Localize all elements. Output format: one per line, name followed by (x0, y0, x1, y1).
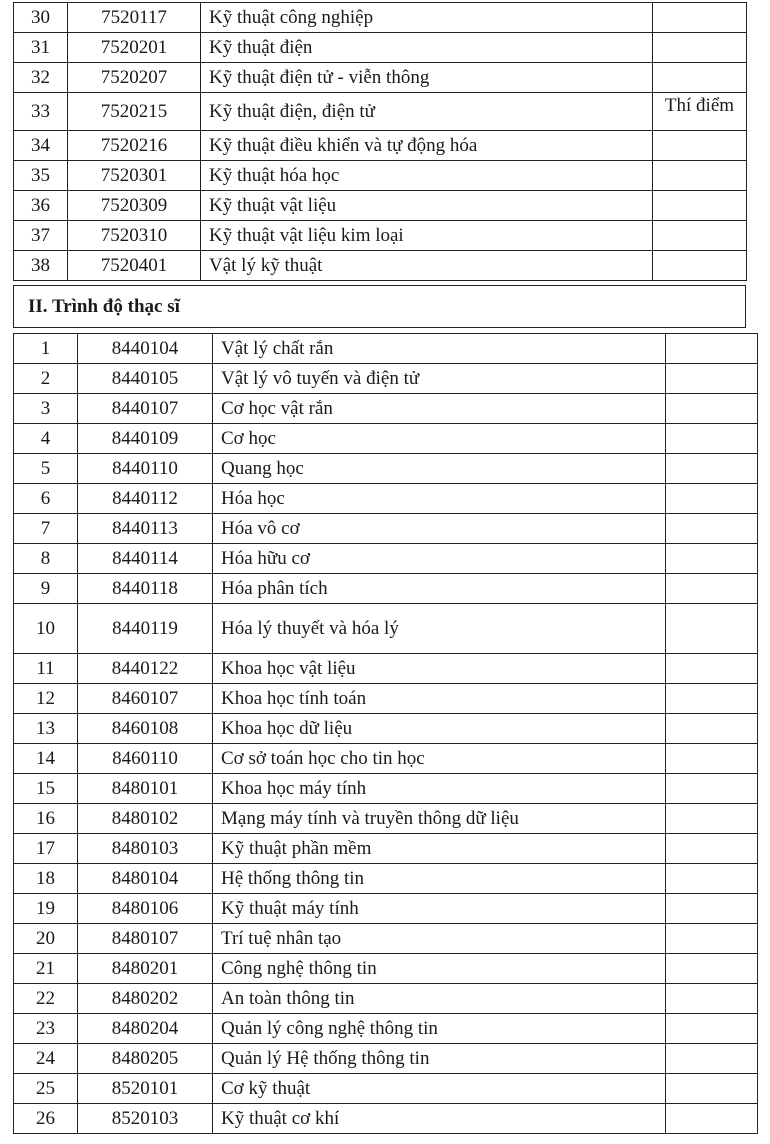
major-name: Khoa học vật liệu (213, 654, 666, 684)
note-cell (666, 834, 758, 864)
major-code: 8480106 (78, 894, 213, 924)
table-row (14, 774, 758, 804)
note-cell (666, 714, 758, 744)
major-name: Cơ kỹ thuật (213, 1074, 666, 1104)
major-name: Kỹ thuật điện, điện tử (201, 93, 653, 131)
major-code: 8480107 (78, 924, 213, 954)
major-code: 8520103 (78, 1104, 213, 1134)
major-code: 7520309 (68, 191, 201, 221)
note-cell (666, 514, 758, 544)
section-heading: II. Trình độ thạc sĩ (14, 286, 746, 328)
table-row (14, 684, 758, 714)
major-code: 7520301 (68, 161, 201, 191)
note-cell (666, 1014, 758, 1044)
row-number: 35 (14, 161, 68, 191)
row-number: 19 (14, 894, 78, 924)
major-code: 8480202 (78, 984, 213, 1014)
row-number: 11 (14, 654, 78, 684)
row-number: 21 (14, 954, 78, 984)
note-cell (666, 894, 758, 924)
major-name: Hóa học (213, 484, 666, 514)
major-code: 8460110 (78, 744, 213, 774)
major-code: 8440107 (78, 394, 213, 424)
table-row (14, 714, 758, 744)
major-name: An toàn thông tin (213, 984, 666, 1014)
major-code: 8480201 (78, 954, 213, 984)
note-cell (666, 684, 758, 714)
table-row (14, 364, 758, 394)
major-code: 7520207 (68, 63, 201, 93)
row-number: 24 (14, 1044, 78, 1074)
major-name: Kỹ thuật máy tính (213, 894, 666, 924)
major-name: Kỹ thuật hóa học (201, 161, 653, 191)
table-row (14, 1074, 758, 1104)
major-code: 8480104 (78, 864, 213, 894)
major-code: 8440109 (78, 424, 213, 454)
row-number: 22 (14, 984, 78, 1014)
table-row (14, 604, 758, 654)
row-number: 17 (14, 834, 78, 864)
major-name: Hóa hữu cơ (213, 544, 666, 574)
row-number: 33 (14, 93, 68, 131)
note-cell (666, 424, 758, 454)
note-cell (666, 774, 758, 804)
row-number: 15 (14, 774, 78, 804)
row-number: 36 (14, 191, 68, 221)
table-row (14, 334, 758, 364)
table-row (14, 63, 747, 93)
note-cell (666, 984, 758, 1014)
table-row (14, 954, 758, 984)
majors-table-undergraduate-continued (13, 2, 747, 281)
table-row (14, 1104, 758, 1134)
note-cell (653, 131, 747, 161)
table-row (14, 514, 758, 544)
major-name: Khoa học máy tính (213, 774, 666, 804)
table-row (14, 804, 758, 834)
majors-table-masters (13, 333, 758, 1134)
major-name: Hóa lý thuyết và hóa lý (213, 604, 666, 654)
table-row (14, 33, 747, 63)
row-number: 38 (14, 251, 68, 281)
table-row (14, 1044, 758, 1074)
table-row (14, 984, 758, 1014)
major-name: Quản lý công nghệ thông tin (213, 1014, 666, 1044)
note-cell (666, 954, 758, 984)
note-cell (653, 93, 747, 131)
table-row (14, 864, 758, 894)
major-name: Quản lý Hệ thống thông tin (213, 1044, 666, 1074)
row-number: 5 (14, 454, 78, 484)
note-cell (653, 191, 747, 221)
note-cell (666, 484, 758, 514)
table-row (14, 394, 758, 424)
table-row (14, 654, 758, 684)
row-number: 10 (14, 604, 78, 654)
major-name: Cơ học vật rắn (213, 394, 666, 424)
major-name: Kỹ thuật điều khiển và tự động hóa (201, 131, 653, 161)
row-number: 7 (14, 514, 78, 544)
major-name: Kỹ thuật cơ khí (213, 1104, 666, 1134)
major-code: 8480103 (78, 834, 213, 864)
major-code: 8480205 (78, 1044, 213, 1074)
row-number: 18 (14, 864, 78, 894)
table-row (14, 574, 758, 604)
table-row (14, 1014, 758, 1044)
major-name: Kỹ thuật vật liệu (201, 191, 653, 221)
note-text: Thí điểm (664, 95, 735, 116)
note-cell (666, 544, 758, 574)
note-cell (666, 604, 758, 654)
row-number: 9 (14, 574, 78, 604)
note-cell (666, 364, 758, 394)
major-code: 8440122 (78, 654, 213, 684)
table-row (14, 251, 747, 281)
major-name: Hóa phân tích (213, 574, 666, 604)
table-row (14, 424, 758, 454)
table-row (14, 191, 747, 221)
major-code: 7520216 (68, 131, 201, 161)
major-name: Vật lý chất rắn (213, 334, 666, 364)
major-name: Công nghệ thông tin (213, 954, 666, 984)
major-name: Khoa học dữ liệu (213, 714, 666, 744)
table-row (14, 894, 758, 924)
row-number: 32 (14, 63, 68, 93)
table-row (14, 454, 758, 484)
table-row (14, 131, 747, 161)
major-name: Kỹ thuật phần mềm (213, 834, 666, 864)
note-cell (666, 654, 758, 684)
major-code: 8440105 (78, 364, 213, 394)
table-row (14, 544, 758, 574)
note-cell (653, 63, 747, 93)
row-number: 30 (14, 3, 68, 33)
note-cell (666, 804, 758, 834)
row-number: 6 (14, 484, 78, 514)
note-cell (666, 864, 758, 894)
note-cell (666, 924, 758, 954)
major-name: Trí tuệ nhân tạo (213, 924, 666, 954)
major-name: Quang học (213, 454, 666, 484)
row-number: 25 (14, 1074, 78, 1104)
note-cell (653, 33, 747, 63)
row-number: 4 (14, 424, 78, 454)
major-code: 8480101 (78, 774, 213, 804)
table-row (14, 744, 758, 774)
table-row (14, 924, 758, 954)
row-number: 12 (14, 684, 78, 714)
row-number: 26 (14, 1104, 78, 1134)
major-code: 7520201 (68, 33, 201, 63)
row-number: 37 (14, 221, 68, 251)
major-code: 7520215 (68, 93, 201, 131)
table-row (14, 834, 758, 864)
major-code: 8440119 (78, 604, 213, 654)
major-code: 8440118 (78, 574, 213, 604)
major-code: 8440113 (78, 514, 213, 544)
major-code: 8440104 (78, 334, 213, 364)
row-number: 34 (14, 131, 68, 161)
note-cell (653, 251, 747, 281)
major-code: 8440114 (78, 544, 213, 574)
note-cell (666, 744, 758, 774)
major-name: Hóa vô cơ (213, 514, 666, 544)
major-name: Kỹ thuật điện tử - viễn thông (201, 63, 653, 93)
row-number: 16 (14, 804, 78, 834)
major-name: Cơ học (213, 424, 666, 454)
major-code: 8460108 (78, 714, 213, 744)
major-code: 7520310 (68, 221, 201, 251)
row-number: 2 (14, 364, 78, 394)
note-cell (666, 1074, 758, 1104)
row-number: 31 (14, 33, 68, 63)
major-code: 7520117 (68, 3, 201, 33)
note-cell (666, 1044, 758, 1074)
row-number: 23 (14, 1014, 78, 1044)
major-code: 8520101 (78, 1074, 213, 1104)
table-row (14, 484, 758, 514)
note-cell (666, 1104, 758, 1134)
row-number: 14 (14, 744, 78, 774)
major-name: Cơ sở toán học cho tin học (213, 744, 666, 774)
note-cell (666, 574, 758, 604)
major-name: Kỹ thuật vật liệu kim loại (201, 221, 653, 251)
note-cell (653, 3, 747, 33)
table-row (14, 3, 747, 33)
section-row (13, 285, 746, 328)
major-code: 8480204 (78, 1014, 213, 1044)
note-cell (666, 394, 758, 424)
major-name: Vật lý vô tuyến và điện tử (213, 364, 666, 394)
table-row (14, 93, 747, 131)
table-row (14, 221, 747, 251)
row-number: 20 (14, 924, 78, 954)
note-cell (666, 454, 758, 484)
note-cell (666, 334, 758, 364)
row-number: 8 (14, 544, 78, 574)
major-name: Khoa học tính toán (213, 684, 666, 714)
major-code: 7520401 (68, 251, 201, 281)
major-name: Kỹ thuật công nghiệp (201, 3, 653, 33)
major-code: 8440110 (78, 454, 213, 484)
note-cell (653, 221, 747, 251)
major-name: Vật lý kỹ thuật (201, 251, 653, 281)
major-code: 8440112 (78, 484, 213, 514)
major-name: Mạng máy tính và truyền thông dữ liệu (213, 804, 666, 834)
note-cell (653, 161, 747, 191)
table-row (14, 161, 747, 191)
row-number: 13 (14, 714, 78, 744)
major-code: 8480102 (78, 804, 213, 834)
major-name: Kỹ thuật điện (201, 33, 653, 63)
row-number: 1 (14, 334, 78, 364)
row-number: 3 (14, 394, 78, 424)
major-name: Hệ thống thông tin (213, 864, 666, 894)
major-code: 8460107 (78, 684, 213, 714)
